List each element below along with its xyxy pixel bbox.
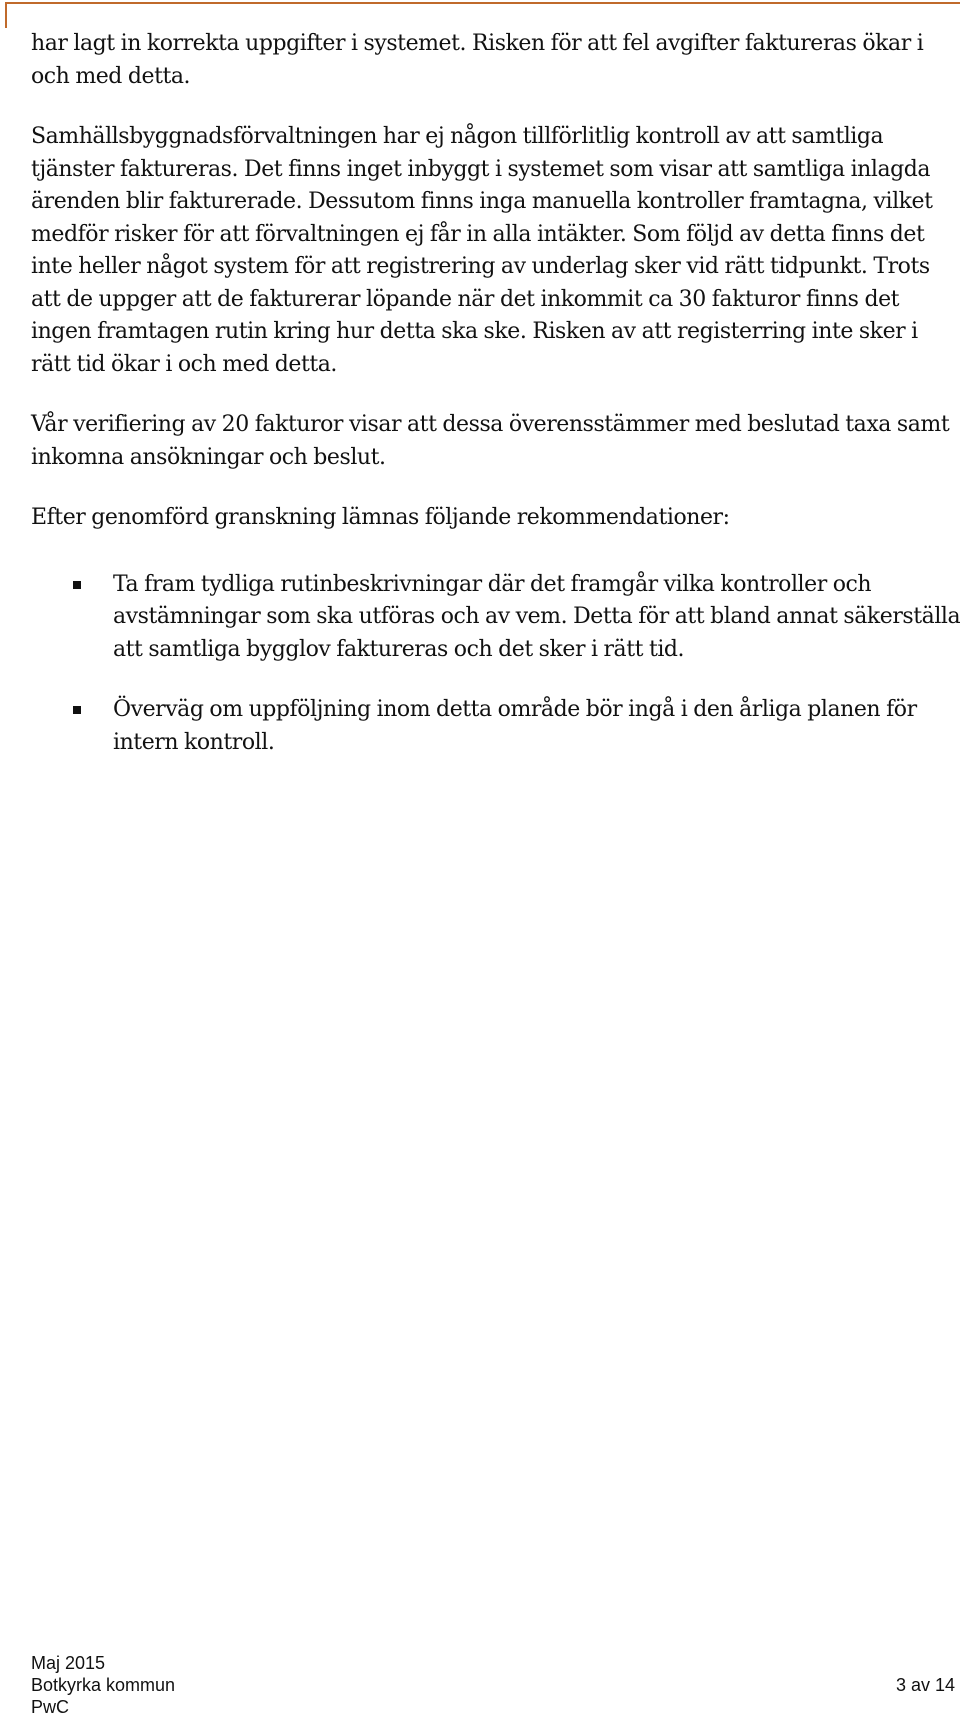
- square-bullet-icon: [73, 706, 81, 714]
- footer-date: Maj 2015: [31, 1653, 106, 1673]
- square-bullet-icon: [73, 581, 81, 589]
- page-corner-mark: [5, 2, 960, 28]
- document-body: [31, 28, 960, 787]
- recommendation-text: Ta fram tydliga rutinbeskrivningar där det framgår vilka kontroller och avstämningar som ska utföras och av vem. Detta för att bland annat säkerställa att samtliga bygglov faktureras och det sker i rätt tid.: [113, 571, 960, 662]
- paragraph-intro: har lagt in korrekta uppgifter i systemet. Risken för att fel avgifter faktureras ökar i och med detta.: [31, 31, 924, 89]
- list-item: [31, 569, 960, 667]
- footer-organization: Botkyrka kommun: [31, 1675, 176, 1695]
- footer-company: PwC: [31, 1697, 70, 1717]
- recommendation-list: [31, 569, 960, 760]
- page-footer: [31, 1652, 955, 1718]
- page-number: 3 av 14: [895, 1675, 955, 1695]
- paragraph-recommendations-intro: Efter genomförd granskning lämnas följande rekommendationer:: [31, 505, 730, 530]
- list-item: [31, 694, 960, 759]
- paragraph-verification: Vår verifiering av 20 fakturor visar att dessa överensstämmer med beslutad taxa samt inkomna ansökningar och beslut.: [31, 412, 950, 470]
- recommendation-text: Överväg om uppföljning inom detta område bör ingå i den årliga planen för intern kontroll.: [113, 697, 917, 755]
- paragraph-control-findings: Samhällsbyggnadsförvaltningen har ej någon tillförlitlig kontroll av att samtliga tjänster faktureras. Det finns inget inbyggt i systemet som visar att samtliga inlagda ärenden blir fakturerade. Dessutom finns inga manuella kontroller framtagna, vilket medför risker för att förvaltningen ej får in alla intäkter. Som följd av detta finns det inte heller något system för att registrering av underlag sker vid rätt tidpunkt. Trots att de uppger att de fakturerar löpande när det inkommit ca 30 fakturor finns det ingen framtagen rutin kring hur detta ska ske. Risken av att registerring inte sker i rätt tid ökar i och med detta.: [31, 124, 933, 377]
